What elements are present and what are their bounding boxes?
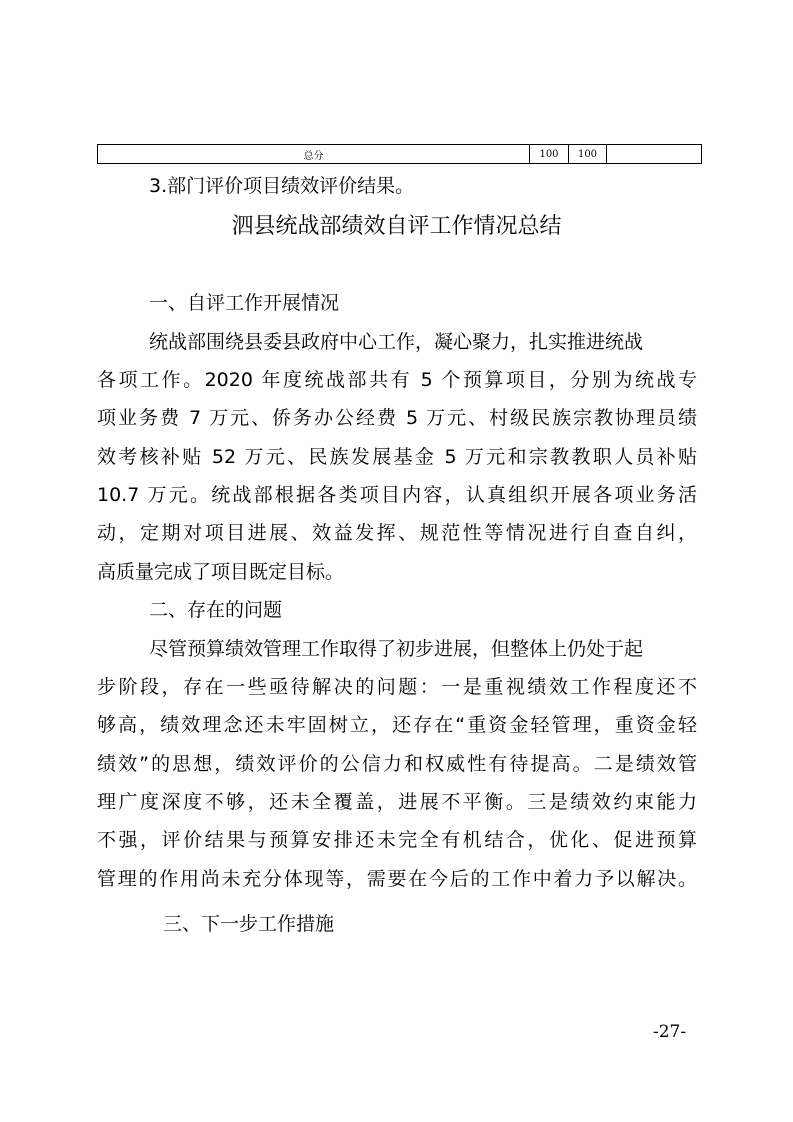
paragraph-line: 项业务费 7 万元、侨务办公经费 5 万元、村级民族宗教协理员绩	[97, 407, 697, 429]
paragraph-line: 理广度深度不够，还未全覆盖，进展不平衡。三是绩效约束能力	[97, 791, 697, 813]
paragraph-line: 效考核补贴 52 万元、民族发展基金 5 万元和宗教教职人员补贴	[97, 446, 697, 468]
section-heading: 一、自评工作开展情况	[149, 292, 340, 314]
paragraph-line: 够高，绩效理念还未牢固树立，还存在“重资金轻管理，重资金轻	[97, 714, 697, 736]
score-cell: 100	[530, 145, 569, 164]
paragraph-line: 10.7 万元。统战部根据各类项目内容，认真组织开展各项业务活	[97, 484, 697, 506]
page-number: -27-	[653, 1022, 687, 1042]
paragraph-line: 尽管预算绩效管理工作取得了初步进展，但整体上仍处于起	[149, 638, 644, 660]
section-heading: 三、下一步工作措施	[163, 913, 335, 935]
table-row	[98, 145, 702, 164]
paragraph-line: 步阶段，存在一些亟待解决的问题：一是重视绩效工作程度还不	[97, 676, 697, 698]
paragraph-line: 高质量完成了项目既定目标。	[97, 561, 345, 583]
section-label: 3.部门评价项目绩效评价结果。	[149, 175, 415, 197]
paragraph-line: 绩效”的思想，绩效评价的公信力和权威性有待提高。二是绩效管	[97, 753, 697, 775]
paragraph-line: 不强，评价结果与预算安排还未完全有机结合，优化、促进预算	[97, 829, 697, 851]
score-table	[97, 144, 702, 164]
paragraph-line: 统战部围绕县委县政府中心工作，凝心聚力，扎实推进统战	[149, 331, 644, 353]
paragraph-line: 各项工作。2020 年度统战部共有 5 个预算项目，分别为统战专	[97, 369, 697, 391]
section-heading: 二、存在的问题	[149, 599, 283, 621]
score-cell: 100	[569, 145, 607, 164]
score-cell-empty	[607, 145, 702, 164]
paragraph-line: 管理的作用尚未充分体现等，需要在今后的工作中着力予以解决。	[97, 868, 697, 890]
paragraph-line: 动，定期对项目进展、效益发挥、规范性等情况进行自查自纠，	[97, 522, 697, 544]
document-title: 泗县统战部绩效自评工作情况总结	[231, 214, 562, 239]
total-score-label: 总分	[98, 145, 530, 164]
